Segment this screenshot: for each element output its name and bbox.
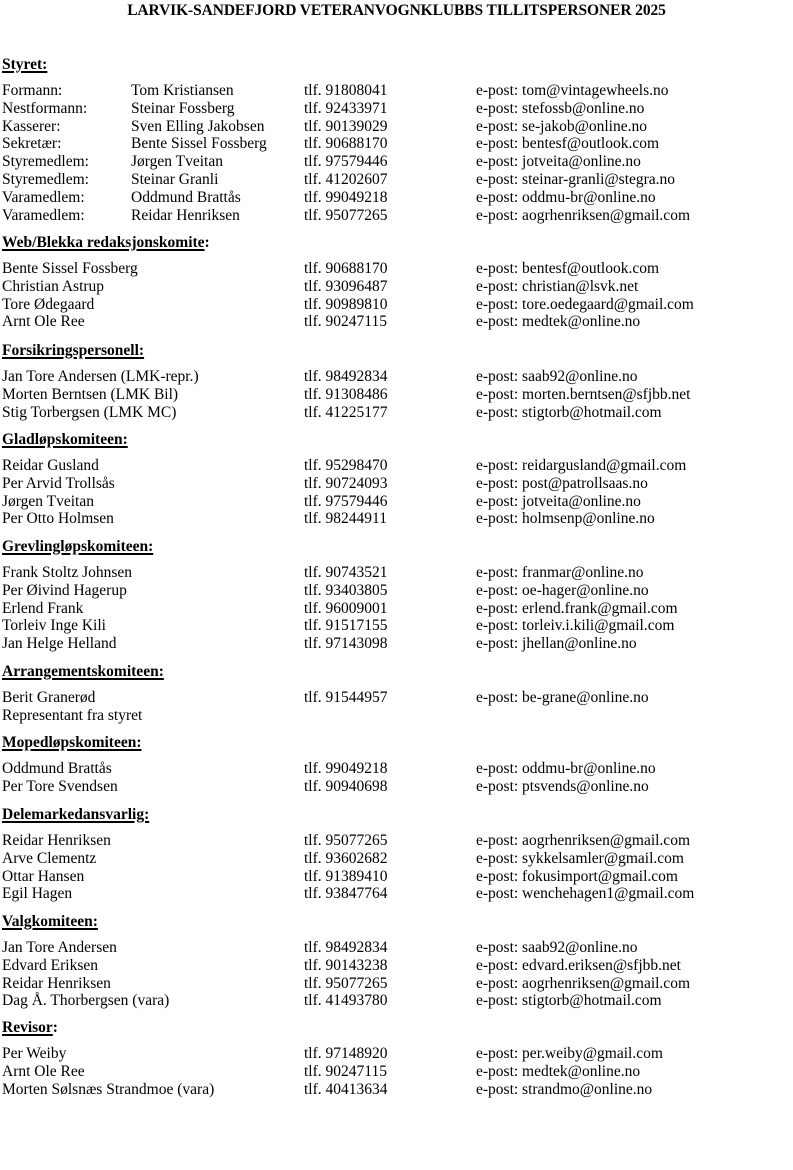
- member-name: Per Arvid Trollsås: [2, 474, 115, 492]
- section-heading-text: Mopedløpskomiteen:: [2, 734, 142, 751]
- member-phone: tlf. 41202607: [304, 170, 388, 188]
- member-name: Bente Sissel Fossberg: [131, 135, 267, 153]
- member-role: Kasserer:: [2, 117, 61, 135]
- member-email[interactable]: e-post: fokusimport@gmail.com: [476, 867, 678, 885]
- member-name: Reidar Gusland: [2, 457, 99, 474]
- section-heading-text: Grevlingløpskomiteen:: [2, 538, 154, 555]
- committee-member-row: [2, 868, 792, 886]
- member-name: Erlend Frank: [2, 599, 84, 617]
- member-name: Representant fra styret: [2, 706, 143, 724]
- board-member-row: [2, 207, 792, 225]
- member-name: Per Øivind Hagerup: [2, 581, 127, 599]
- committee-section: [2, 1019, 792, 1098]
- member-phone: tlf. 98492834: [304, 368, 388, 385]
- member-phone: tlf. 40413634: [304, 1080, 388, 1098]
- member-name: Jørgen Tveitan: [131, 153, 223, 171]
- member-role: Varamedlem:: [2, 206, 85, 224]
- section-heading-text: Arrangementskomiteen:: [2, 663, 164, 680]
- member-email[interactable]: e-post: franmar@online.no: [476, 564, 644, 581]
- member-phone: tlf. 41493780: [304, 992, 388, 1010]
- member-email[interactable]: e-post: wenchehagen1@gmail.com: [476, 885, 695, 903]
- section-heading-text: Valgkomiteen:: [2, 913, 98, 930]
- committee-member-row: [2, 386, 792, 404]
- committee-member-row: [2, 778, 792, 796]
- member-email[interactable]: e-post: bentesf@outlook.com: [476, 135, 660, 153]
- committee-section: [2, 234, 792, 331]
- committee-member-row: [2, 1063, 792, 1081]
- member-role: Nestformann:: [2, 99, 88, 117]
- committee-member-row: [2, 689, 792, 707]
- committee-member-row: [2, 582, 792, 600]
- member-phone: tlf. 96009001: [304, 599, 388, 617]
- member-phone: tlf. 92433971: [304, 99, 388, 117]
- committee-section: [2, 734, 792, 796]
- member-phone: tlf. 90688170: [304, 260, 388, 277]
- member-name: Steinar Fossberg: [131, 99, 235, 117]
- committee-member-row: [2, 493, 792, 511]
- member-name: Jan Tore Andersen: [2, 939, 117, 956]
- member-name: Morten Sølsnæs Strandmoe (vara): [2, 1080, 215, 1098]
- member-phone: tlf. 95077265: [304, 206, 388, 224]
- section-heading: [2, 734, 792, 752]
- member-phone: tlf. 91544957: [304, 689, 388, 706]
- document-title: LARVIK-SANDEFJORD VETERANVOGNKLUBBS TILLITSPERSONER 2025: [127, 2, 666, 19]
- member-role: Styremedlem:: [2, 170, 89, 188]
- member-email[interactable]: e-post: torleiv.i.kili@gmail.com: [476, 617, 675, 635]
- member-phone: tlf. 41225177: [304, 403, 388, 421]
- member-phone: tlf. 90247115: [304, 1062, 387, 1080]
- board-member-row: [2, 135, 792, 153]
- board-member-row: [2, 153, 792, 171]
- member-phone: tlf. 93096487: [304, 277, 388, 295]
- member-email[interactable]: e-post: medtek@online.no: [476, 1062, 641, 1080]
- member-phone: tlf. 90688170: [304, 135, 388, 153]
- section-heading: [2, 1019, 792, 1037]
- member-email[interactable]: e-post: per.weiby@gmail.com: [476, 1045, 663, 1062]
- member-role: Varamedlem:: [2, 188, 85, 206]
- member-name: Per Weiby: [2, 1045, 67, 1062]
- member-name: Morten Berntsen (LMK Bil): [2, 385, 179, 403]
- section-heading: [2, 913, 792, 931]
- member-phone: tlf. 90989810: [304, 295, 388, 313]
- member-name: Oddmund Brattås: [2, 760, 112, 777]
- member-email[interactable]: e-post: post@patrollsaas.no: [476, 474, 648, 492]
- committee-section: [2, 913, 792, 1010]
- board-member-row: [2, 100, 792, 118]
- member-phone: tlf. 91389410: [304, 867, 388, 885]
- member-email[interactable]: e-post: jotveita@online.no: [476, 492, 641, 510]
- committee-member-row: [2, 850, 792, 868]
- committee-member-row: [2, 957, 792, 975]
- member-role: Sekretær:: [2, 135, 62, 153]
- member-email[interactable]: e-post: medtek@online.no: [476, 313, 641, 331]
- member-phone: tlf. 90724093: [304, 474, 388, 492]
- member-phone: tlf. 97143098: [304, 635, 388, 653]
- committee-member-row: [2, 1081, 792, 1099]
- member-name: Reidar Henriksen: [2, 832, 111, 849]
- member-email[interactable]: e-post: tore.oedegaard@gmail.com: [476, 295, 694, 313]
- member-phone: tlf. 97148920: [304, 1045, 388, 1062]
- member-email[interactable]: e-post: bentesf@outlook.com: [476, 260, 660, 277]
- member-email[interactable]: e-post: oddmu-br@online.no: [476, 188, 656, 206]
- member-email[interactable]: e-post: tom@vintagewheels.no: [476, 82, 669, 99]
- section-heading-suffix: :: [204, 234, 210, 251]
- member-email[interactable]: e-post: stefossb@online.no: [476, 99, 645, 117]
- committee-member-row: [2, 975, 792, 993]
- member-name: Arnt Ole Ree: [2, 313, 85, 331]
- member-name: Dag Å. Thorbergsen (vara): [2, 992, 170, 1010]
- member-phone: tlf. 93847764: [304, 885, 388, 903]
- committee-member-row: [2, 760, 792, 778]
- committee-member-row: [2, 1045, 792, 1063]
- committee-member-row: [2, 939, 792, 957]
- member-email[interactable]: e-post: sykkelsamler@gmail.com: [476, 849, 684, 867]
- section-heading-text: Delemarkedansvarlig:: [2, 806, 150, 823]
- committee-member-row: [2, 313, 792, 331]
- committee-section: [2, 806, 792, 903]
- member-email[interactable]: e-post: jhellan@online.no: [476, 635, 637, 653]
- member-name: Per Tore Svendsen: [2, 777, 118, 795]
- member-phone: tlf. 98244911: [304, 510, 387, 528]
- member-email[interactable]: e-post: be-grane@online.no: [476, 689, 649, 706]
- committee-member-row: [2, 457, 792, 475]
- member-email[interactable]: e-post: jotveita@online.no: [476, 153, 641, 171]
- member-name: Sven Elling Jakobsen: [131, 117, 265, 135]
- member-name: Steinar Granli: [131, 170, 219, 188]
- member-email[interactable]: e-post: aogrhenriksen@gmail.com: [476, 974, 690, 992]
- member-phone: tlf. 90139029: [304, 117, 388, 135]
- board-member-row: [2, 171, 792, 189]
- committee-section: [2, 663, 792, 725]
- committee-member-row: [2, 707, 792, 725]
- member-name: Tom Kristiansen: [131, 82, 234, 99]
- member-phone: tlf. 91308486: [304, 385, 388, 403]
- member-name: Egil Hagen: [2, 885, 73, 903]
- member-phone: tlf. 91517155: [304, 617, 388, 635]
- member-name: Arnt Ole Ree: [2, 1062, 85, 1080]
- committee-member-row: [2, 510, 792, 528]
- section-heading-text: Web/Blekka redaksjonskomite: [2, 234, 205, 251]
- member-email[interactable]: e-post: reidargusland@gmail.com: [476, 457, 687, 474]
- committee-member-row: [2, 564, 792, 582]
- member-email[interactable]: e-post: ptsvends@online.no: [476, 777, 649, 795]
- member-email[interactable]: e-post: se-jakob@online.no: [476, 117, 647, 135]
- member-email[interactable]: e-post: saab92@online.no: [476, 939, 638, 956]
- member-email[interactable]: e-post: holmsenp@online.no: [476, 510, 655, 528]
- member-phone: tlf. 99049218: [304, 188, 388, 206]
- member-phone: tlf. 95077265: [304, 974, 388, 992]
- member-phone: tlf. 90940698: [304, 777, 388, 795]
- member-role: Formann:: [2, 82, 63, 99]
- committee-member-row: [2, 278, 792, 296]
- member-name: Arve Clementz: [2, 849, 97, 867]
- committee-member-row: [2, 600, 792, 618]
- committee-member-row: [2, 832, 792, 850]
- member-name: Tore Ødegaard: [2, 295, 95, 313]
- member-email[interactable]: e-post: steinar-granli@stegra.no: [476, 170, 676, 188]
- member-name: Oddmund Brattås: [131, 188, 241, 206]
- member-phone: tlf. 95298470: [304, 457, 388, 474]
- committee-member-row: [2, 992, 792, 1010]
- member-phone: tlf. 97579446: [304, 492, 388, 510]
- member-name: Christian Astrup: [2, 277, 105, 295]
- member-email[interactable]: e-post: oe-hager@online.no: [476, 581, 649, 599]
- committee-member-row: [2, 368, 792, 386]
- section-heading-text: Revisor: [2, 1019, 53, 1036]
- section-heading: [2, 806, 792, 824]
- section-heading: [2, 431, 792, 449]
- member-email[interactable]: e-post: morten.berntsen@sfjbb.net: [476, 385, 691, 403]
- committee-section: [2, 538, 792, 653]
- committee-member-row: [2, 404, 792, 422]
- member-phone: tlf. 98492834: [304, 939, 388, 956]
- member-phone: tlf. 93602682: [304, 849, 388, 867]
- member-phone: tlf. 97579446: [304, 153, 388, 171]
- member-email[interactable]: e-post: strandmo@online.no: [476, 1080, 653, 1098]
- member-phone: tlf. 90247115: [304, 313, 387, 331]
- member-phone: tlf. 99049218: [304, 760, 388, 777]
- member-name: Torleiv Inge Kili: [2, 617, 106, 635]
- member-email[interactable]: e-post: edvard.eriksen@sfjbb.net: [476, 956, 681, 974]
- member-email[interactable]: e-post: saab92@online.no: [476, 368, 638, 385]
- member-name: Jørgen Tveitan: [2, 492, 94, 510]
- section-heading-text: Forsikringspersonell:: [2, 342, 145, 359]
- section-heading: [2, 538, 792, 556]
- member-name: Reidar Henriksen: [2, 974, 111, 992]
- member-email[interactable]: e-post: oddmu-br@online.no: [476, 760, 656, 777]
- section-heading: [2, 234, 792, 252]
- member-name: Frank Stoltz Johnsen: [2, 564, 133, 581]
- committee-member-row: [2, 260, 792, 278]
- committee-member-row: [2, 296, 792, 314]
- section-heading: [2, 342, 792, 360]
- section-heading-text: Gladløpskomiteen:: [2, 431, 128, 448]
- member-email[interactable]: e-post: christian@lsvk.net: [476, 277, 639, 295]
- committee-member-row: [2, 617, 792, 635]
- section-heading: Styret:: [2, 56, 48, 73]
- member-name: Berit Granerød: [2, 689, 96, 706]
- member-name: Ottar Hansen: [2, 867, 85, 885]
- member-phone: tlf. 90743521: [304, 564, 388, 581]
- board-member-row: [2, 189, 792, 207]
- member-email[interactable]: e-post: erlend.frank@gmail.com: [476, 599, 678, 617]
- committee-member-row: [2, 475, 792, 493]
- committee-section: [2, 431, 792, 528]
- member-email[interactable]: e-post: stigtorb@hotmail.com: [476, 403, 662, 421]
- committee-member-row: [2, 885, 792, 903]
- member-email[interactable]: e-post: aogrhenriksen@gmail.com: [476, 206, 690, 224]
- member-phone: tlf. 90143238: [304, 956, 388, 974]
- member-name: Stig Torbergsen (LMK MC): [2, 403, 177, 421]
- committee-member-row: [2, 635, 792, 653]
- member-email[interactable]: e-post: aogrhenriksen@gmail.com: [476, 832, 690, 849]
- board-member-row: [2, 118, 792, 136]
- member-phone: tlf. 93403805: [304, 581, 388, 599]
- section-heading-suffix: :: [52, 1019, 58, 1036]
- member-role: Styremedlem:: [2, 153, 89, 171]
- committee-section: [2, 342, 792, 421]
- member-name: Edvard Eriksen: [2, 956, 98, 974]
- section-styret: [2, 56, 792, 224]
- member-name: Reidar Henriksen: [131, 206, 240, 224]
- section-heading: [2, 663, 792, 681]
- member-phone: tlf. 91808041: [304, 82, 388, 99]
- member-name: Bente Sissel Fossberg: [2, 260, 138, 277]
- member-name: Per Otto Holmsen: [2, 510, 114, 528]
- member-name: Jan Helge Helland: [2, 635, 117, 653]
- board-member-row: [2, 82, 792, 100]
- member-name: Jan Tore Andersen (LMK-repr.): [2, 368, 199, 385]
- member-email[interactable]: e-post: stigtorb@hotmail.com: [476, 992, 662, 1010]
- member-phone: tlf. 95077265: [304, 832, 388, 849]
